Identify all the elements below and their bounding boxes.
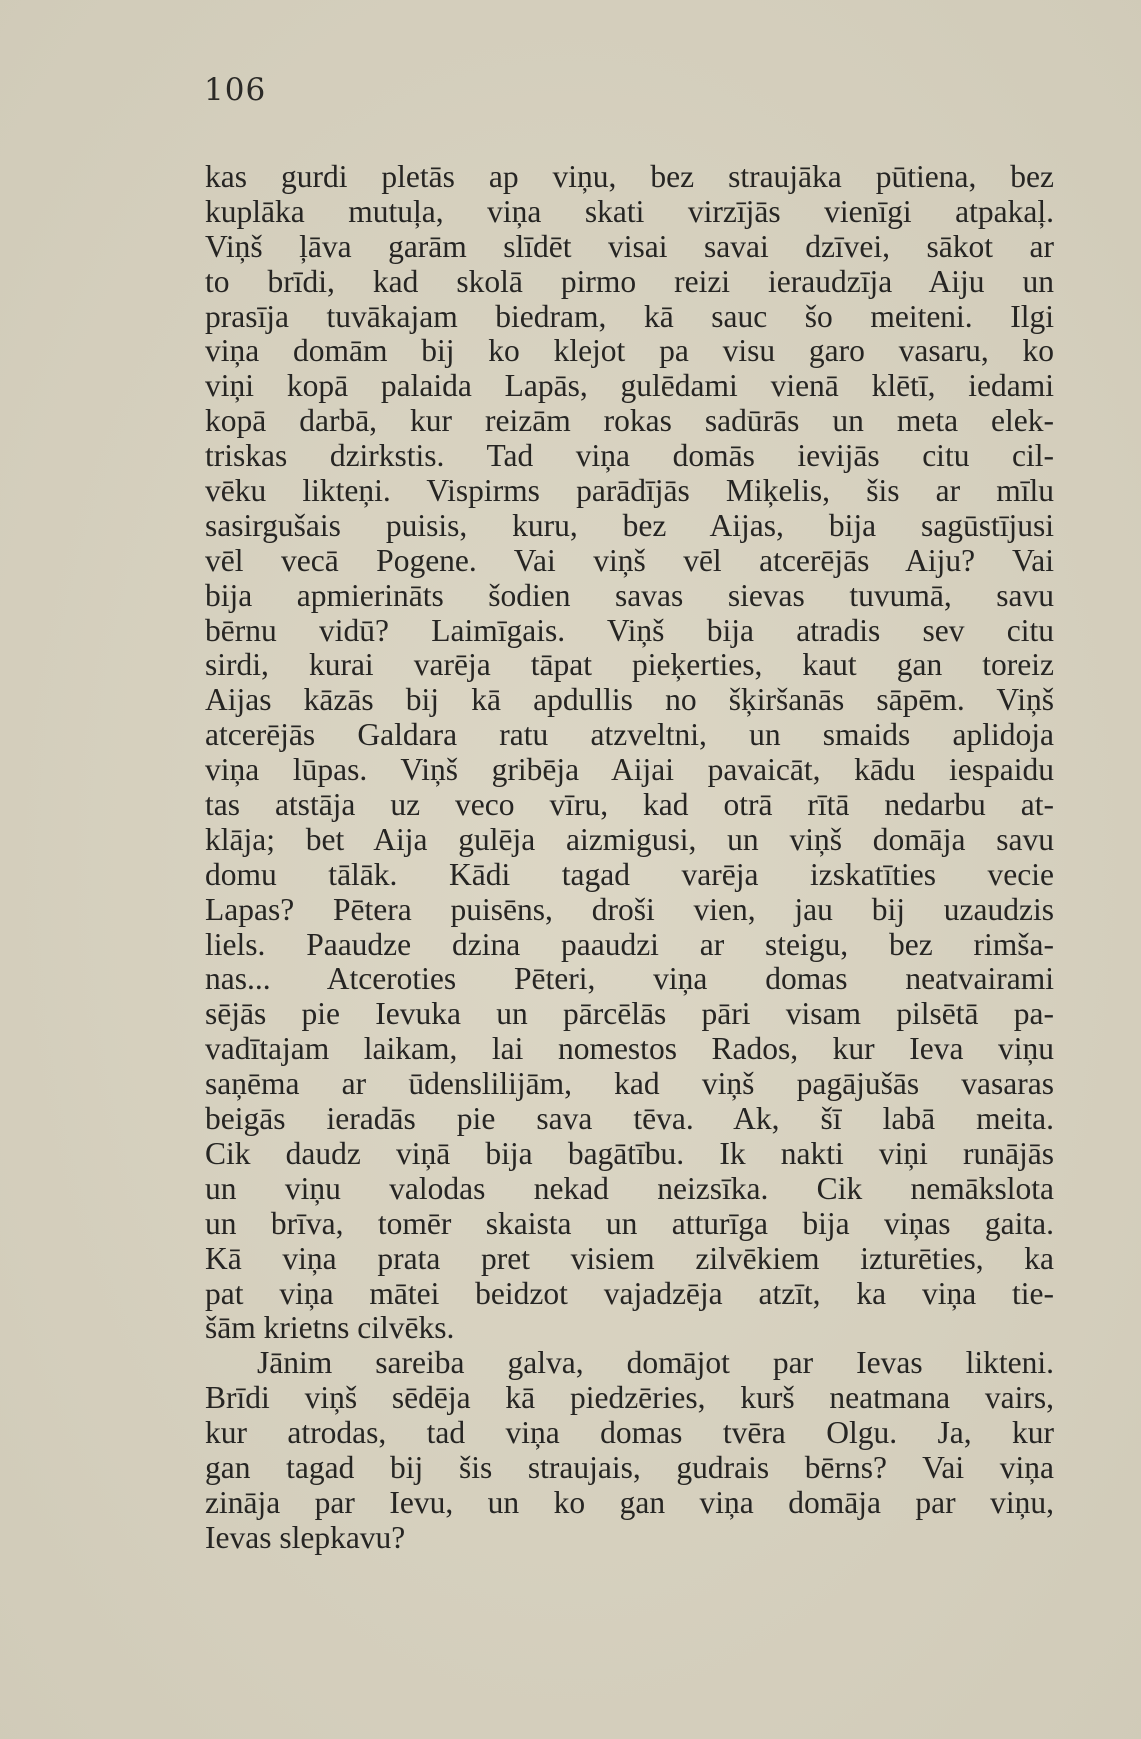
body-text: [205, 160, 1054, 1556]
text-line: vēl vecā Pogene. Vai viņš vēl atcerējās Aiju? Vai: [205, 543, 1054, 578]
text-line: šām krietns cilvēks.: [205, 1311, 455, 1346]
text-line: Brīdi viņš sēdēja kā piedzēries, kurš neatmana vairs,: [205, 1381, 1054, 1416]
text-line: prasīja tuvākajam biedram, kā sauc šo meiteni. Ilgi: [205, 299, 1054, 334]
text-line: viņa lūpas. Viņš gribēja Aijai pavaicāt, kādu iespaidu: [205, 753, 1054, 788]
text-line: vēku likteņi. Vispirms parādījās Miķelis, šis ar mīlu: [205, 474, 1054, 509]
text-line: Kā viņa prata pret visiem zilvēkiem izturēties, ka: [205, 1241, 1054, 1276]
text-line: nas... Atceroties Pēteri, viņa domas neatvairami: [205, 962, 1054, 997]
text-line: pat viņa mātei beidzot vajadzēja atzīt, ka viņa tie-: [205, 1276, 1054, 1311]
text-line: sasirgušais puisis, kuru, bez Aijas, bija sagūstījusi: [205, 508, 1054, 543]
text-line: liels. Paaudze dzina paaudzi ar steigu, bez rimša-: [205, 927, 1054, 962]
text-line: triskas dzirkstis. Tad viņa domās ievijās citu cil-: [205, 439, 1054, 474]
text-line: Aijas kāzās bij kā apdullis no šķiršanās sāpēm. Viņš: [205, 683, 1054, 718]
text-line: Viņš ļāva garām slīdēt visai savai dzīvei, sākot ar: [205, 229, 1054, 264]
text-line: domu tālāk. Kādi tagad varēja izskatīties vecie: [205, 857, 1054, 892]
text-line: Jānim sareiba galva, domājot par Ievas likteni.: [257, 1346, 1054, 1381]
text-line: atcerējās Galdara ratu atzveltni, un smaids aplidoja: [205, 718, 1054, 753]
text-line: zināja par Ievu, un ko gan viņa domāja par viņu,: [205, 1485, 1054, 1520]
text-line: saņēma ar ūdenslilijām, kad viņš pagājušās vasaras: [205, 1067, 1054, 1102]
text-line: vadītajam laikam, lai nomestos Rados, kur Ieva viņu: [205, 1032, 1054, 1067]
text-line: bija apmierināts šodien savas sievas tuvumā, savu: [205, 578, 1054, 613]
text-line: kur atrodas, tad viņa domas tvēra Olgu. Ja, kur: [205, 1416, 1054, 1451]
text-line: un brīva, tomēr skaista un atturīga bija viņas gaita.: [205, 1206, 1054, 1241]
text-line: Cik daudz viņā bija bagātību. Ik nakti viņi runājās: [205, 1136, 1054, 1171]
text-line: kuplāka mutuļa, viņa skati virzījās vienīgi atpakaļ.: [205, 194, 1054, 229]
text-line: Ievas slepkavu?: [205, 1520, 406, 1555]
text-line: sējās pie Ievuka un pārcēlās pāri visam pilsētā pa-: [205, 997, 1054, 1032]
text-line: sirdi, kurai varēja tāpat pieķerties, kaut gan toreiz: [205, 648, 1054, 683]
text-line: kopā darbā, kur reizām rokas sadūrās un meta elek-: [205, 404, 1054, 439]
text-line: tas atstāja uz veco vīru, kad otrā rītā nedarbu at-: [205, 788, 1054, 823]
text-line: beigās ieradās pie sava tēva. Ak, šī labā meita.: [205, 1102, 1054, 1137]
text-line: klāja; bet Aija gulēja aizmigusi, un viņš domāja savu: [205, 822, 1054, 857]
text-line: bērnu vidū? Laimīgais. Viņš bija atradis sev citu: [205, 613, 1054, 648]
text-line: viņi kopā palaida Lapās, gulēdami vienā klētī, iedami: [205, 369, 1054, 404]
text-line: un viņu valodas nekad neizsīka. Cik nemākslota: [205, 1171, 1054, 1206]
text-line: gan tagad bij šis straujais, gudrais bērns? Vai viņa: [205, 1450, 1054, 1485]
text-line: viņa domām bij ko klejot pa visu garo vasaru, ko: [205, 334, 1054, 369]
text-line: Lapas? Pētera puisēns, droši vien, jau bij uzaudzis: [205, 892, 1054, 927]
text-line: kas gurdi pletās ap viņu, bez straujāka pūtiena, bez: [205, 160, 1054, 194]
page-number: 106: [204, 72, 267, 108]
text-line: to brīdi, kad skolā pirmo reizi ieraudzīja Aiju un: [205, 264, 1054, 299]
